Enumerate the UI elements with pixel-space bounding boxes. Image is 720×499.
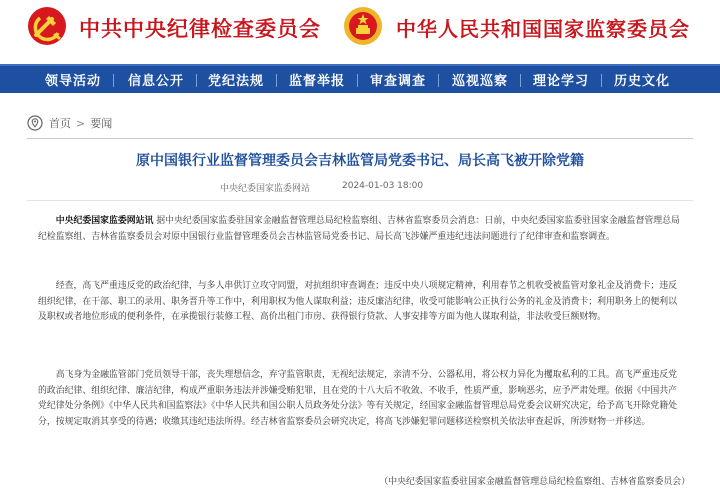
breadcrumb-current[interactable]: 要闻 — [90, 117, 113, 130]
nav-item-investigation[interactable]: 审查调查 — [370, 74, 427, 89]
home-location-icon — [27, 115, 43, 131]
article-time: 2024-01-03 18:00 — [342, 181, 424, 191]
nav-separator — [601, 74, 602, 87]
main-navigation — [0, 64, 720, 93]
ccdi-site-name[interactable]: 中共中央纪律检查委员会 — [79, 16, 321, 41]
nav-item-info-disclosure[interactable]: 信息公开 — [128, 74, 185, 89]
nav-separator — [520, 74, 521, 87]
national-emblem-icon[interactable] — [343, 6, 383, 46]
masthead — [0, 0, 720, 64]
article-title: 原中国银行业监督管理委员会吉林监管局党委书记、局长高飞被开除党籍 — [136, 153, 584, 169]
nsc-site-name[interactable]: 中华人民共和国国家监察委员会 — [396, 17, 690, 41]
article-paragraph-1-text: 据中央纪委国家监委驻国家金融监督管理总局纪检监察组、吉林省监察委员会消息：日前，中央纪委国家监委驻国家金融监督管理总局纪检监察组、吉林省监察委员会对原中国银行业监督管理委员会吉林监管局党委书记、局长高飞涉嫌严重违纪违法问题进行了纪律审查和监察调查。 — [38, 216, 680, 242]
breadcrumb-separator: > — [76, 116, 86, 130]
article-paragraph-1 — [38, 214, 683, 245]
nav-separator — [438, 74, 439, 87]
article-lead: 中央纪委国家监委网站讯 — [55, 216, 154, 226]
nav-item-reporting[interactable]: 监督举报 — [289, 74, 346, 89]
breadcrumb-divider — [27, 138, 693, 139]
breadcrumb — [27, 113, 112, 133]
article-source: 中央纪委国家监委网站 — [220, 184, 311, 194]
article-paragraph-2: 经查，高飞严重违反党的政治纪律，与多人串供订立攻守同盟，对抗组织审查调查；违反中央八项规定精神，利用春节之机收受被监管对象礼金及消费卡；违反组织纪律，在干部、职工的录用、职务晋升等工作中，利用职权为他人谋取利益；违反廉洁纪律，收受可能影响公正执行公务的礼金及消费卡；利用职务上的便利以及职权或者地位形成的便利条件，在承揽银行装修工程、高价出租门市房、获得银行贷款、人事安排等方面为他人谋取利益，非法收受巨额财物。 — [38, 281, 678, 322]
breadcrumb-home[interactable]: 首页 — [49, 117, 71, 130]
nav-separator — [196, 74, 197, 87]
nav-item-theory-study[interactable]: 理论学习 — [533, 74, 590, 89]
nav-item-inspection[interactable]: 巡视巡察 — [452, 74, 509, 89]
article-signature: （中央纪委国家监委驻国家金融监督管理总局纪检监察组、吉林省监察委员会） — [379, 477, 690, 487]
nav-item-history-culture[interactable]: 历史文化 — [614, 74, 671, 89]
nav-item-leadership[interactable]: 领导活动 — [45, 74, 102, 89]
nav-separator — [113, 74, 114, 87]
nav-separator — [276, 74, 277, 87]
party-emblem-icon[interactable] — [27, 6, 67, 46]
meta-divider — [27, 200, 693, 201]
nav-separator — [357, 74, 358, 87]
nav-item-regulations[interactable]: 党纪法规 — [208, 74, 265, 89]
article-paragraph-3: 高飞身为金融监管部门党员领导干部，丧失理想信念，弃守监管职责，无视纪法规定，亲清不分、公器私用，将公权力异化为攫取私利的工具。高飞严重违反党的政治纪律、组织纪律、廉洁纪律，构成严重职务违法并涉嫌受贿犯罪，且在党的十八大后不收敛、不收手，性质严重，影响恶劣，应予严肃处理。依据《中国共产党纪律处分条例》《中华人民共和国监察法》《中华人民共和国公职人员政务处分法》等有关规定，经国家金融监督管理总局党委会议研究决定，给予高飞开除党籍处分，按规定取消其享受的待遇；收缴其违纪违法所得。经吉林省监察委员会研究决定，将高飞涉嫌犯罪问题移送检察机关依法审查起诉，所涉财物一并移送。 — [38, 370, 678, 427]
